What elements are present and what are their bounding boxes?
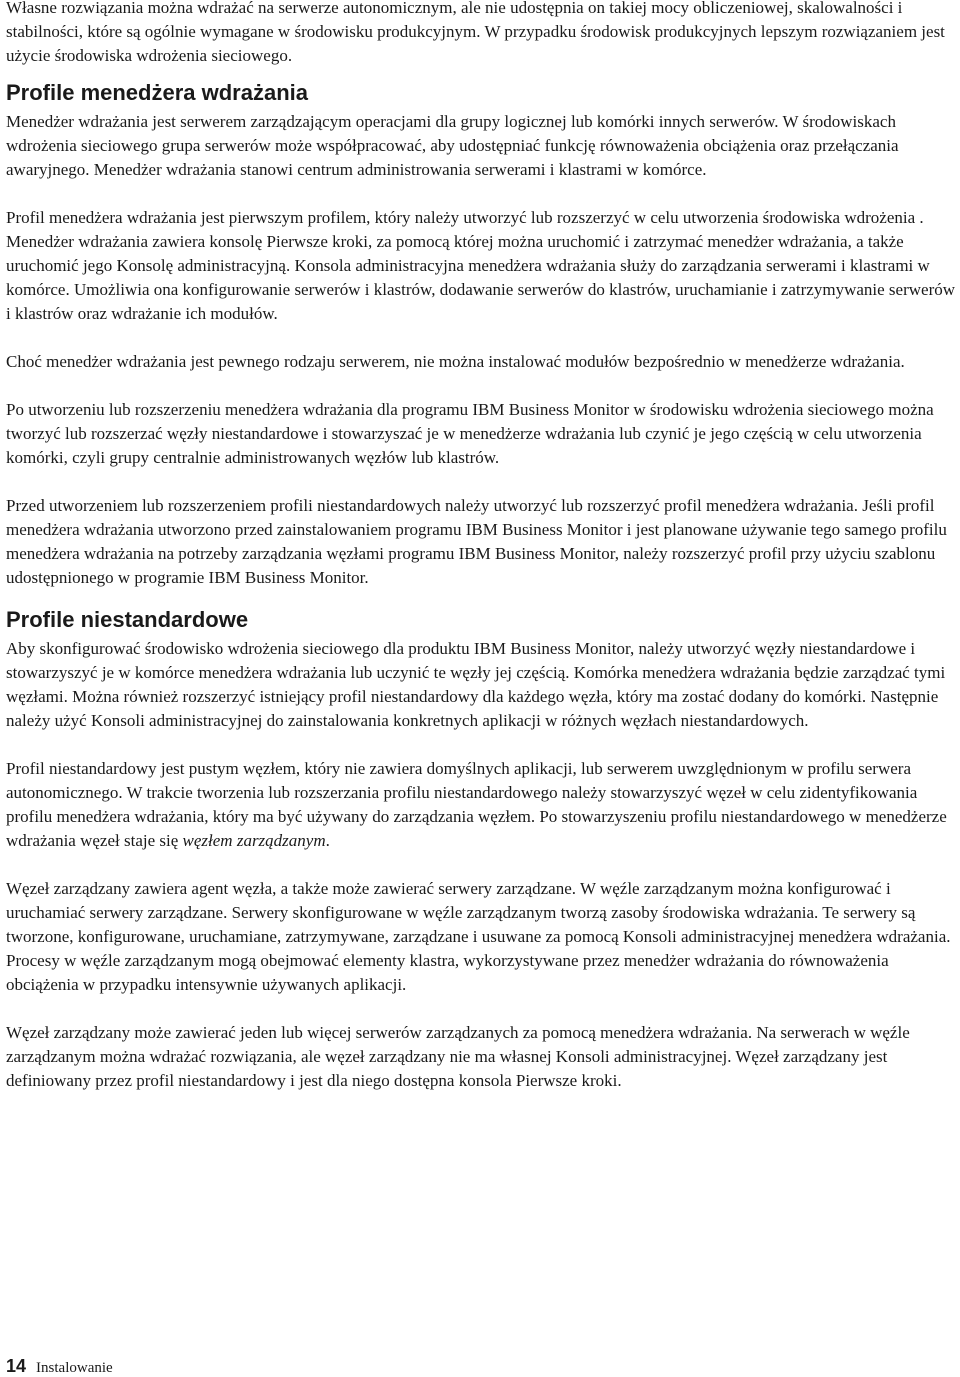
- paragraph-text: Profil niestandardowy jest pustym węzłem, który nie zawiera domyślnych aplikacji, lub serwerem uwzględnionym w profilu serwera autonomicznego. W trakcie tworzenia lub rozszerzania profilu niestandardowego należy stowarzyszyć węzeł w celu zidentyfikowania profilu menedżera wdrażania, który ma być używany do zarządzania węzłem. Po stowarzyszeniu profilu niestandardowego w menedżerze wdrażania węzeł staje się: [6, 759, 947, 850]
- paragraph: Węzeł zarządzany może zawierać jeden lub więcej serwerów zarządzanych za pomocą menedżera wdrażania. Na serwerach w węźle zarządzanym można wdrażać rozwiązania, ale węzeł zarządzany nie ma własnej Konsoli administracyjnej. Węzeł zarządzany jest definiowany przez profil niestandardowy i jest dla niego dostępna konsola Pierwsze kroki.: [6, 1023, 910, 1090]
- paragraph-text-end: .: [325, 831, 330, 850]
- paragraph-managed-node-definition: [6, 757, 956, 853]
- emphasized-term: węzłem zarządzanym: [182, 831, 326, 850]
- document-page: [6, 0, 956, 1093]
- paragraph: Choć menedżer wdrażania jest pewnego rodzaju serwerem, nie można instalować modułów bezpośrednio w menedżerze wdrażania.: [6, 352, 905, 371]
- page-footer: [6, 1356, 113, 1377]
- footer-section-name: Instalowanie: [36, 1360, 113, 1376]
- heading-deployment-manager-profiles: Profile menedżera wdrażania: [6, 80, 308, 105]
- paragraph: Przed utworzeniem lub rozszerzeniem profili niestandardowych należy utworzyć lub rozszerzyć profil menedżera wdrażania. Jeśli profil menedżera wdrażania utworzono przed zainstalowaniem programu IBM Business Monitor i jest planowane używanie tego samego profilu menedżera wdrażania na potrzeby zarządzania węzłami programu IBM Business Monitor, należy rozszerzyć profil przy użyciu szablonu udostępnionego w programie IBM Business Monitor.: [6, 496, 947, 587]
- intro-paragraph: Własne rozwiązania można wdrażać na serwerze autonomicznym, ale nie udostępnia on takiej mocy obliczeniowej, skalowalności i stabilności, które są ogólnie wymagane w środowisku produkcyjnym. W przypadku środowisk produkcyjnych lepszym rozwiązaniem jest użycie środowiska wdrożenia sieciowego.: [6, 0, 945, 65]
- heading-custom-profiles: Profile niestandardowe: [6, 607, 249, 632]
- paragraph: Menedżer wdrażania jest serwerem zarządzającym operacjami dla grupy logicznej lub komórki innych serwerów. W środowiskach wdrożenia sieciowego grupa serwerów może współpracować, aby udostępniać funkcję równoważenia obciążenia oraz przełączania awaryjnego. Menedżer wdrażania stanowi centrum administrowania serwerami i klastrami w komórce.: [6, 112, 899, 179]
- page-number: 14: [6, 1356, 27, 1376]
- paragraph: Aby skonfigurować środowisko wdrożenia sieciowego dla produktu IBM Business Monitor, należy utworzyć węzły niestandardowe i stowarzyszyć je w komórce menedżera wdrażania lub uczynić te węzły jej częścią. Komórka menedżera wdrażania będzie zarządzać tymi węzłami. Można również rozszerzyć istniejący profil niestandardowy dla każdego węzła, który ma zostać dodany do komórki. Następnie należy użyć Konsoli administracyjnej do zainstalowania konkretnych aplikacji w różnych węzłach niestandardowych.: [6, 639, 946, 730]
- paragraph: Po utworzeniu lub rozszerzeniu menedżera wdrażania dla programu IBM Business Monitor w środowisku wdrożenia sieciowego można tworzyć lub rozszerzać węzły niestandardowe i stowarzyszać je w menedżerze wdrażania lub czynić je jego częścią w celu utworzenia komórki, czyli grupy centralnie administrowanych węzłów lub klastrów.: [6, 400, 934, 467]
- paragraph: Profil menedżera wdrażania jest pierwszym profilem, który należy utworzyć lub rozszerzyć w celu utworzenia środowiska wdrożenia . Menedżer wdrażania zawiera konsolę Pierwsze kroki, za pomocą której można uruchomić i zatrzymać menedżer wdrażania, a także uruchomić jego Konsolę administracyjną. Konsola administracyjna menedżera wdrażania służy do zarządzania serwerami i klastrami w komórce. Umożliwia ona konfigurowanie serwerów i klastrów, dodawanie serwerów do klastrów, uruchamianie i zatrzymywanie serwerów i klastrów oraz wdrażanie ich modułów.: [6, 208, 956, 323]
- paragraph: Węzeł zarządzany zawiera agent węzła, a także może zawierać serwery zarządzane. W węźle zarządzanym można konfigurować i uruchamiać serwery zarządzane. Serwery skonfigurowane w węźle zarządzanym tworzą zasoby środowiska wdrażania. Te serwery są tworzone, konfigurowane, uruchamiane, zatrzymywane, zarządzane i usuwane za pomocą Konsoli administracyjnej menedżera wdrażania. Procesy w węźle zarządzanym mogą obejmować elementy klastra, wykorzystywane przez menedżer wdrażania do równoważenia obciążenia w przypadku intensywnie używanych aplikacji.: [6, 879, 951, 994]
